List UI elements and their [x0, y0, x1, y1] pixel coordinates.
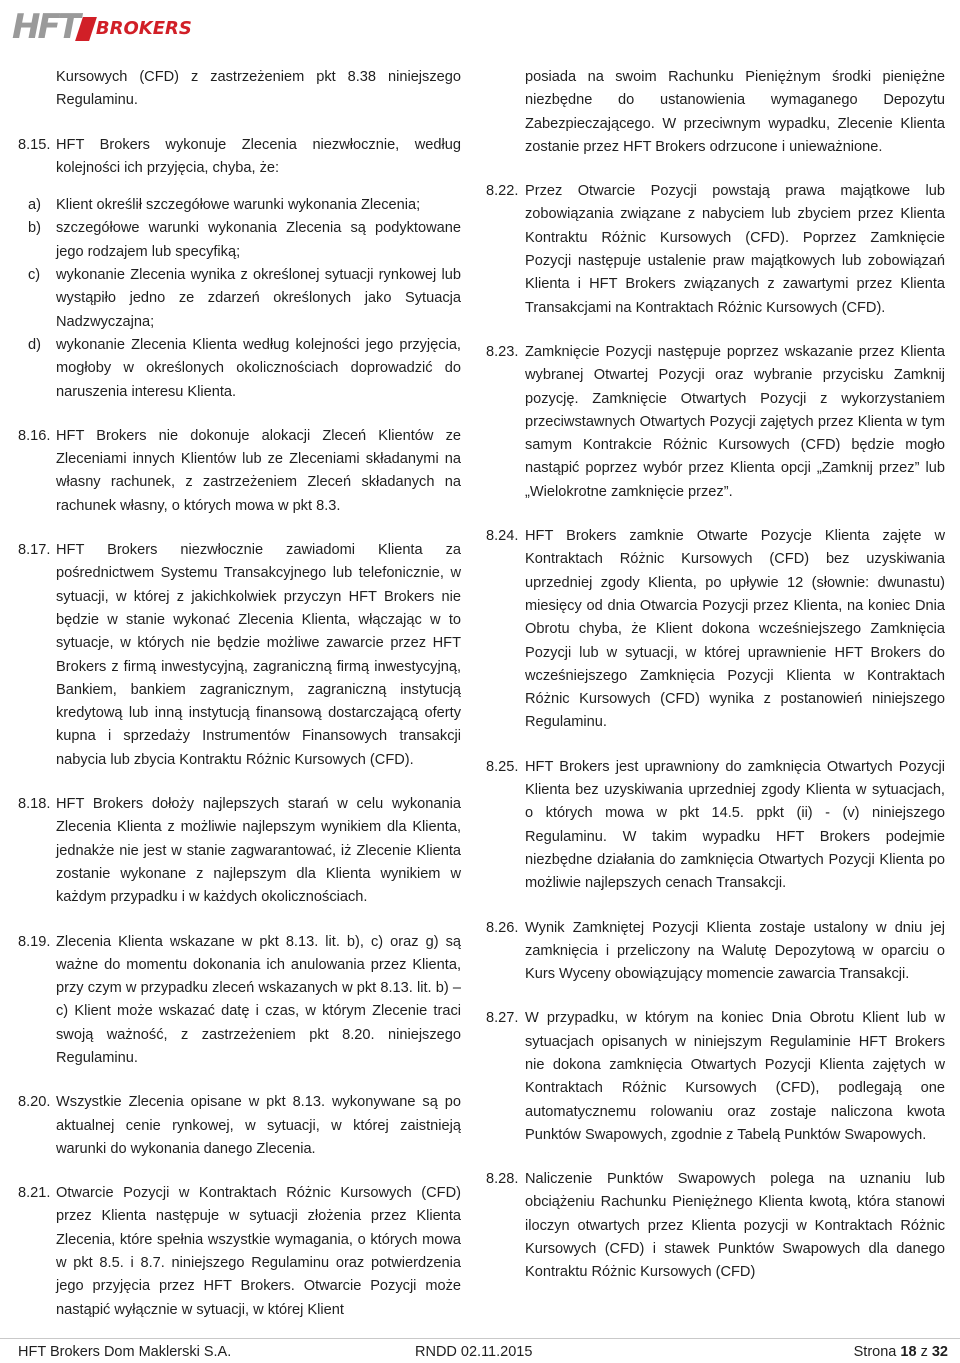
section-8-24 [486, 525, 945, 735]
list-letter: b) [28, 220, 41, 237]
section-number: 8.18. [18, 796, 51, 813]
list-item [18, 194, 461, 217]
section-number: 8.19. [18, 933, 51, 950]
section-8-16 [18, 425, 461, 518]
section-8-15-list [18, 194, 461, 404]
section-text: HFT Brokers dołoży najlepszych starań w celu wykonania Zlecenia Klienta z możliwie najlepszym wynikiem dla Klienta, jednakże nie jest w stanie zagwarantować, iż Zlecenie Klienta zostanie wykonane z najlepszym dla Klienta wynikiem w każdym przypadku i w każdych okolicznościach. [56, 796, 461, 906]
list-text: wykonanie Zlecenia wynika z określonej sytuacji rynkowej lub wystąpiło jedno ze zdarzeń określonych jako Sytuacja Nadzwyczajna; [56, 267, 461, 330]
section-number: 8.23. [486, 343, 519, 360]
section-number: 8.20. [18, 1094, 51, 1111]
list-text: Klient określił szczegółowe warunki wykonania Zlecenia; [56, 197, 421, 214]
section-number: 8.22. [486, 183, 519, 200]
section-number: 8.24. [486, 528, 519, 545]
section-text: Zamknięcie Pozycji następuje poprzez wskazanie przez Klienta wybranej Otwartej Pozycji oraz wybranie przycisku Zamknij pozycję. Zamknięcie Otwartych Pozycji z wykorzystaniem przeciwstawnych Otwartych Pozycji zajętych przez Klienta w tym samym Kontrakcie Różnic Kursowych (CFD) będzie mogło nastąpić poprzez wybór przez Klienta opcji „Zamknij przez” lub „Wielokrotne zamknięcie przez”. [525, 343, 945, 500]
section-text: Wszystkie Zlecenia opisane w pkt 8.13. wykonywane są po aktualnej cenie rynkowej, w sytuacji, w której zaistnieją warunki do wykonania danego Zlecenia. [56, 1094, 461, 1157]
section-8-27 [486, 1007, 945, 1147]
hft-brokers-logo [12, 4, 192, 47]
list-letter: d) [28, 336, 41, 353]
section-8-19 [18, 931, 461, 1071]
continued-paragraph-right: posiada na swoim Rachunku Pieniężnym środki pieniężne niezbędne do ustanowienia wymaganego Depozytu Zabezpieczającego. W przeciwnym wypadku, Zlecenie Klienta zostanie przez HFT Brokers odrzucone i unieważnione. [525, 69, 945, 155]
section-number: 8.21. [18, 1185, 51, 1202]
list-letter: a) [28, 197, 41, 214]
list-letter: c) [28, 267, 41, 284]
section-number: 8.25. [486, 758, 519, 775]
section-8-15 [18, 134, 461, 181]
section-8-20 [18, 1091, 461, 1161]
section-number: 8.17. [18, 542, 51, 559]
logo-hft-text: HFT [12, 7, 78, 47]
section-text: HFT Brokers nie dokonuje alokacji Zleceń Klientów ze Zleceniami innych Klientów lub ze Zleceniami składanymi na własny rachunek, z zastrzeżeniem Zleceń składanych na rachunek własny, o których mowa w pkt 8.3. [56, 427, 461, 514]
page-current: 18 [900, 1344, 917, 1360]
section-number: 8.16. [18, 427, 51, 444]
list-item [18, 217, 461, 264]
section-number: 8.15. [18, 136, 51, 153]
left-column [18, 66, 461, 1322]
section-8-21 [18, 1182, 461, 1322]
footer-company: HFT Brokers Dom Maklerski S.A. [18, 1344, 232, 1360]
logo-red-mark [75, 17, 97, 41]
section-8-26 [486, 917, 945, 987]
footer-document-code: RNDD 02.11.2015 [415, 1344, 533, 1360]
section-number: 8.28. [486, 1171, 519, 1188]
section-text: HFT Brokers niezwłocznie zawiadomi Klienta za pośrednictwem Systemu Transakcyjnego lub telefonicznie, w sytuacji, w której z jakichkolwiek przyczyn HFT Brokers nie będzie w stanie wykonać Zlecenia Klienta, włączając w to sytuacje, w których nie będzie możliwe zawarcie przez HFT Brokers z firmą inwestycyjną, zagraniczną firmą inwestycyjną, Bankiem, bankiem zagranicznym, zagraniczną instytucją kredytową lub inną instytucją finansową dostarczającą oferty kupna i sprzedaży Instrumentów Finansowych transakcji nabycia lub zbycia Kontraktu Różnic Kursowych (CFD). [56, 542, 461, 768]
page-footer [0, 1338, 960, 1362]
section-8-25 [486, 756, 945, 896]
section-8-23 [486, 341, 945, 504]
page-total: 32 [931, 1344, 948, 1360]
page-label: Strona [853, 1344, 897, 1360]
list-text: szczegółowe warunki wykonania Zlecenia są podyktowane jego rodzajem lub specyfiką; [56, 220, 461, 260]
right-column [486, 66, 945, 1285]
section-8-17 [18, 539, 461, 772]
page-number [854, 1341, 948, 1363]
section-8-22 [486, 180, 945, 320]
section-text: Wynik Zamkniętej Pozycji Klienta zostaje ustalony w dniu jej zamknięcia i przeliczony na Walutę Depozytową w oparciu o Kurs Wyceny obowiązujący momencie zawarcia Transakcji. [525, 919, 945, 983]
section-number: 8.26. [486, 919, 519, 936]
section-text: W przypadku, w którym na koniec Dnia Obrotu Klient lub w sytuacjach opisanych w niniejszym Regulaminie HFT Brokers nie dokona zamknięcia Otwartych Pozycji Klienta zajętych w Kontraktach Różnic Kursowych (CFD), podlegają one automatycznemu rolowaniu oraz zostaje naliczona kwota Punktów Swapowych, zgodnie z Tabelą Punktów Swapowych. [525, 1010, 945, 1143]
logo-brokers-text: BROKERS [95, 18, 192, 39]
section-text: HFT Brokers jest uprawniony do zamknięcia Otwartych Pozycji Klienta bez uzyskiwania uprzedniej zgody Klienta w sytuacjach, o których mowa w pkt 14.5. ppkt (ii) - (v) niniejszego Regulaminu. W takim wypadku HFT Brokers podejmie niezbędne działania do zamknięcia Otwartych Pozycji Klienta po możliwie najlepszych cenach Transakcji. [525, 758, 945, 892]
section-text: Naliczenie Punktów Swapowych polega na uznaniu lub obciążeniu Rachunku Pieniężnego Klienta kwotą, która stanowi iloczyn otwartych przez Klienta pozycji w Kontraktach Różnic Kursowych (CFD) i stawek Punktów Swapowych dla danego Kontraktu Różnic Kursowych (CFD) [525, 1171, 945, 1281]
list-item [18, 264, 461, 334]
list-text: wykonanie Zlecenia Klienta według kolejności jego przyjęcia, mogłoby w określonych okolicznościach doprowadzić do naruszenia interesu Klienta. [56, 336, 461, 400]
section-8-18 [18, 793, 461, 909]
section-number: 8.27. [486, 1010, 519, 1027]
section-text: HFT Brokers wykonuje Zlecenia niezwłocznie, według kolejności ich przyjęcia, chyba, że: [56, 136, 461, 176]
section-text: HFT Brokers zamknie Otwarte Pozycje Klienta zajęte w Kontraktach Różnic Kursowych (CFD) bez uzyskiwania uprzedniej zgody Klienta, po upływie 12 (słownie: dwunastu) miesięcy od dnia Otwarcia Pozycji przez Klienta, na koniec Dnia Obrotu chyba, że Klient dokona wcześniejszego Zamknięcia Pozycji lub w sytuacji, w której uprawnienie HFT Brokers do wcześniejszego Zamknięcia Pozycji Klienta w Kontraktach Różnic Kursowych (CFD) wynika z postanowień niniejszego Regulaminu. [525, 528, 945, 731]
section-text: Przez Otwarcie Pozycji powstają prawa majątkowe lub zobowiązania związane z nabyciem lub zbyciem przez Klienta Kontraktu Różnic Kursowych (CFD). Poprzez Zamknięcie Pozycji następuje ustalenie praw majątkowych lub zobowiązań Klienta i HFT Brokers związanych z zawartymi przez Klienta Transakcjami na Kontraktach Różnic Kursowych (CFD). [525, 183, 945, 316]
section-text: Zlecenia Klienta wskazane w pkt 8.13. lit. b), c) oraz g) są ważne do momentu dokonania ich anulowania przez Klienta, przy czym w przypadku zleceń wskazanych w pkt 8.13. lit. b) – c) Klient może wskazać datę i czas, w którym Zlecenie traci swoją ważność, z zastrzeżeniem pkt 8.20. niniejszego Regulaminu. [56, 933, 461, 1066]
list-item [18, 334, 461, 404]
section-text: Otwarcie Pozycji w Kontraktach Różnic Kursowych (CFD) przez Klienta następuje w sytuacji złożenia przez Klienta Zlecenia, które spełnia wszystkie wymagania, o których mowa w pkt 8.5. i 8.7. niniejszego Regulaminu oraz potwierdzenia jego przyjęcia przez HFT Brokers. Otwarcie Pozycji może nastąpić wyłącznie w sytuacji, w której Klient [56, 1185, 461, 1318]
page-separator: z [920, 1344, 928, 1360]
continued-paragraph-left: Kursowych (CFD) z zastrzeżeniem pkt 8.38 niniejszego Regulaminu. [56, 69, 461, 109]
section-8-28 [486, 1168, 945, 1284]
